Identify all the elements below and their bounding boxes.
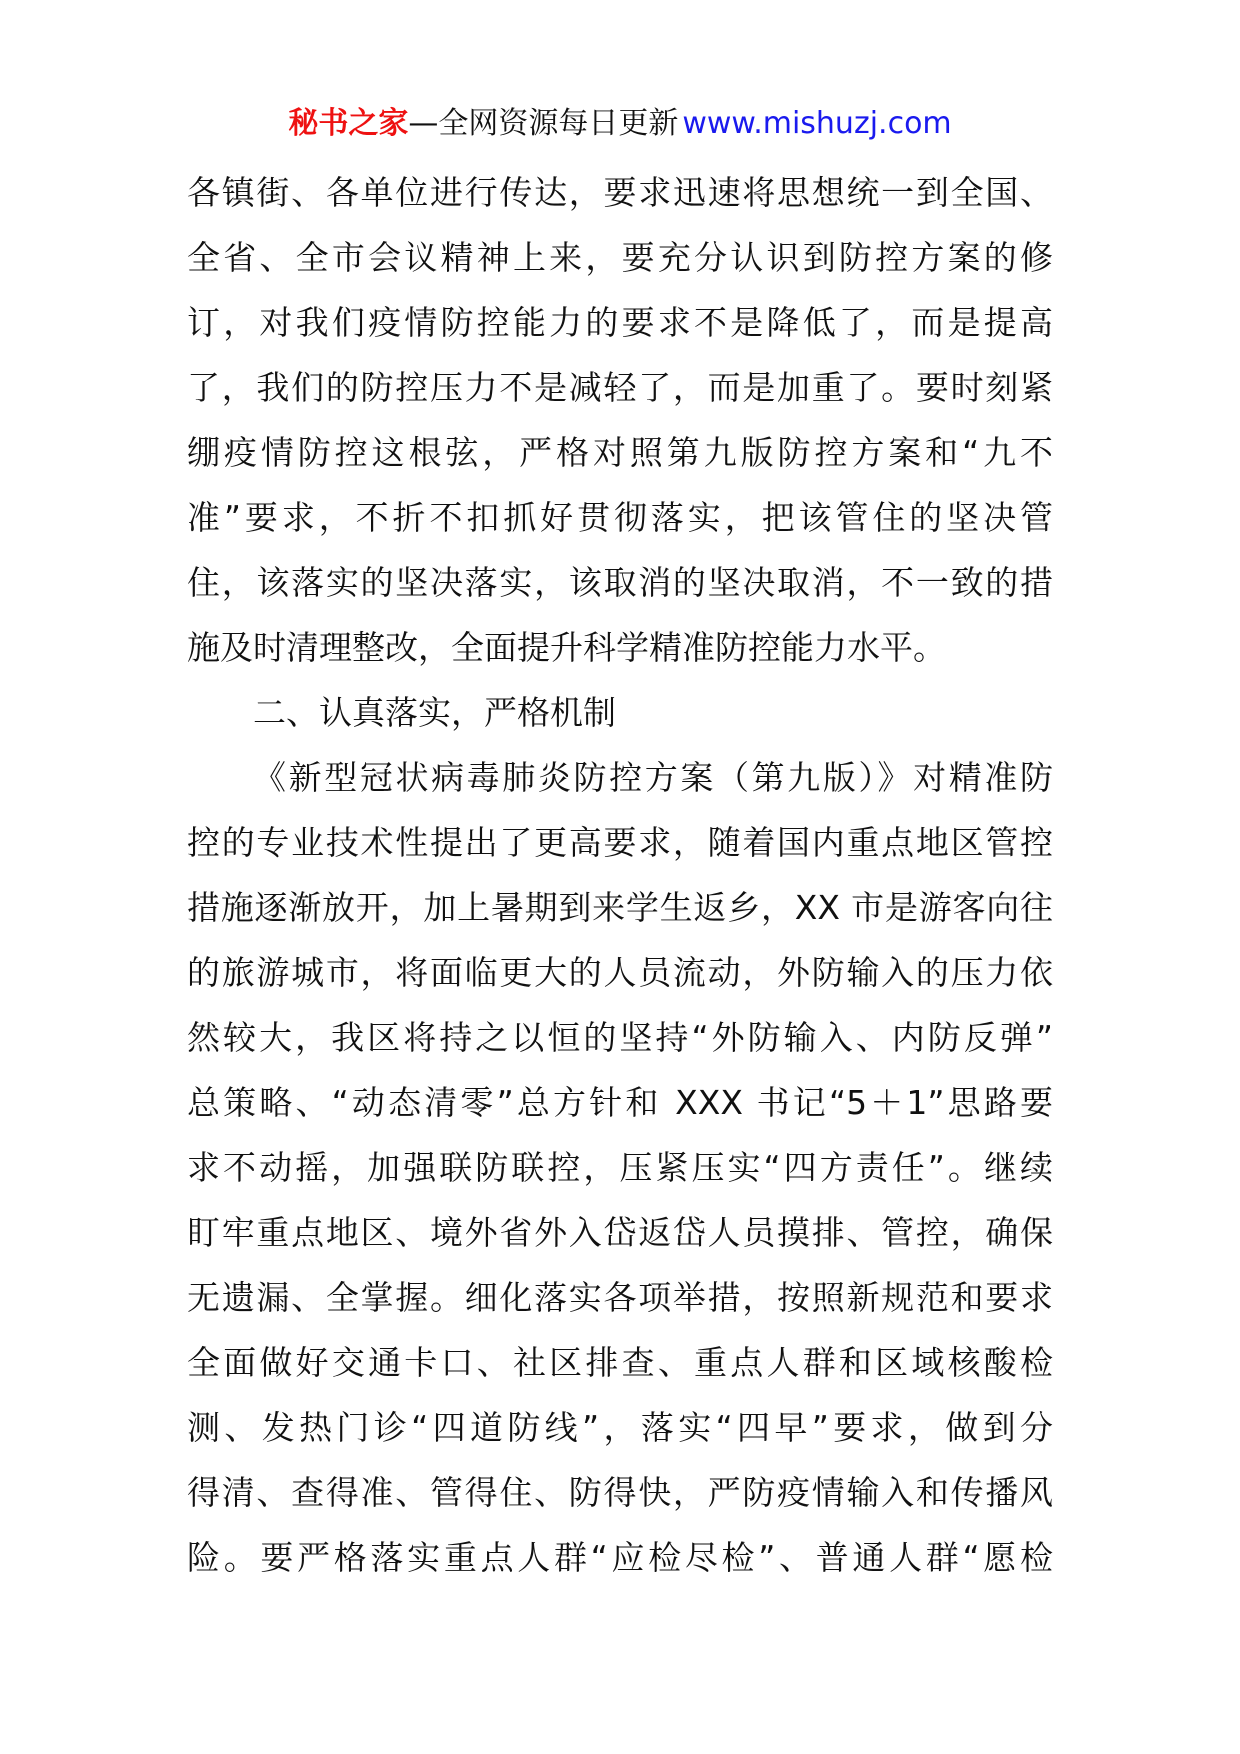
text-line: 测、发热门诊“四道防线”，落实“四早”要求，做到分 <box>187 1408 1053 1447</box>
text-line: 施及时清理整改，全面提升科学精准防控能力水平。 <box>187 628 946 667</box>
text-line: 措施逐渐放开，加上暑期到来学生返乡，XX 市是游客向往 <box>187 888 1053 927</box>
text-line: 绷疫情防控这根弦，严格对照第九版防控方案和“九不 <box>187 433 1053 472</box>
brand-name: 秘书之家 <box>288 106 409 141</box>
text-line: 然较大，我区将持之以恒的坚持“外防输入、内防反弹” <box>187 1018 1053 1057</box>
text-line: 订，对我们疫情防控能力的要求不是降低了，而是提高 <box>187 303 1053 342</box>
site-url-link[interactable]: www.mishuzj.com <box>682 106 952 141</box>
text-line: 准”要求，不折不扣抓好贯彻落实，把该管住的坚决管 <box>187 498 1053 537</box>
document-body <box>187 160 1053 1590</box>
text-line: 了，我们的防控压力不是减轻了，而是加重了。要时刻紧 <box>187 368 1053 407</box>
text-line: 住，该落实的坚决落实，该取消的坚决取消，不一致的措 <box>187 563 1053 602</box>
text-line: 各镇街、各单位进行传达，要求迅速将思想统一到全国、 <box>187 173 1053 212</box>
header-tagline: —全网资源每日更新 <box>408 106 679 141</box>
section-heading: 二、认真落实，严格机制 <box>253 693 616 732</box>
text-line: 控的专业技术性提出了更高要求，随着国内重点地区管控 <box>187 823 1053 862</box>
paragraph-2 <box>187 745 1053 1590</box>
text-line: 得清、查得准、管得住、防得快，严防疫情输入和传播风 <box>187 1473 1053 1512</box>
text-line: 险。要严格落实重点人群“应检尽检”、普通人群“愿检 <box>187 1538 1053 1577</box>
text-line: 盯牢重点地区、境外省外入岱返岱人员摸排、管控，确保 <box>187 1213 1053 1252</box>
text-line: 总策略、“动态清零”总方针和 XXX 书记“5＋1”思路要 <box>187 1083 1053 1122</box>
paragraph-1 <box>187 160 1053 680</box>
text-line: 《新型冠状病毒肺炎防控方案（第九版）》对精准防 <box>253 758 1053 797</box>
page-header <box>0 104 1240 144</box>
text-line: 全面做好交通卡口、社区排查、重点人群和区域核酸检 <box>187 1343 1053 1382</box>
text-line: 的旅游城市，将面临更大的人员流动，外防输入的压力依 <box>187 953 1053 992</box>
text-line: 无遗漏、全掌握。细化落实各项举措，按照新规范和要求 <box>187 1278 1053 1317</box>
text-line: 全省、全市会议精神上来，要充分认识到防控方案的修 <box>187 238 1053 277</box>
text-line: 求不动摇，加强联防联控，压紧压实“四方责任”。继续 <box>187 1148 1053 1187</box>
